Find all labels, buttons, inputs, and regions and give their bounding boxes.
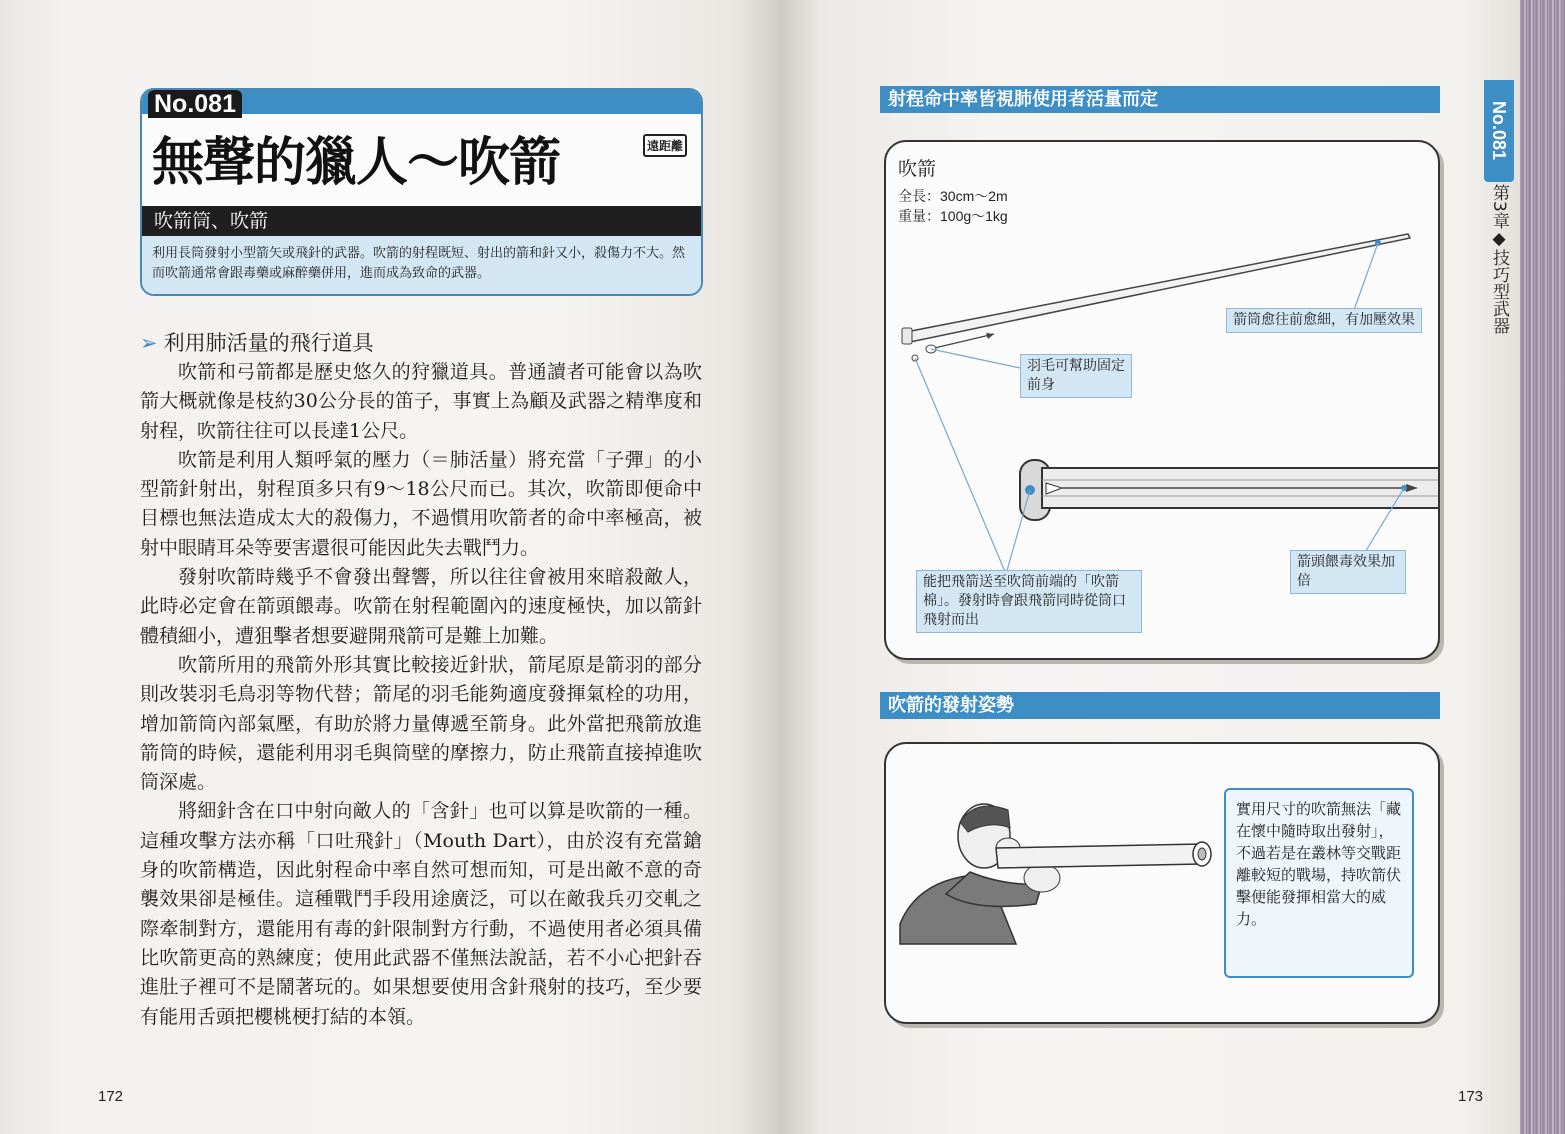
side-chapter-label: 第3章◆技巧型武器 [1489, 184, 1509, 334]
callout-poison: 箭頭餵毒效果加倍 [1290, 550, 1406, 594]
paragraph: 吹箭是利用人類呼氣的壓力（＝肺活量）將充當「子彈」的小型箭針射出，射程頂多只有9～18公尺而已。其次，吹箭即便命中目標也無法造成太大的殺傷力，不過慣用吹箭者的命中率極高，被射中眼睛耳朵等要害還很可能因此失去戰鬥力。 [140, 448, 702, 559]
paragraph: 發射吹箭時幾乎不會發出聲響，所以往往會被用來暗殺敵人，此時必定會在箭頭餵毒。吹箭在射程範圍內的速度極快，加以箭針體積細小，遭狙擊者想要避開飛箭可是難上加難。 [140, 566, 702, 647]
entry-number-tag: No.081 [148, 90, 242, 118]
posture-note: 實用尺寸的吹箭無法「藏在懷中隨時取出發射」，不過若是在叢林等交戰距離較短的戰場，持吹箭伏擊便能發揮相當大的威力。 [1224, 788, 1414, 978]
panel-title-posture: 吹箭的發射姿勢 [880, 692, 1440, 719]
entry-summary: 利用長筒發射小型箭矢或飛針的武器。吹箭的射程既短、射出的箭和針又小，殺傷力不大。然而吹箭通常會跟毒藥或麻醉藥併用，進而成為致命的武器。 [142, 236, 701, 296]
body-text [140, 358, 702, 1032]
callout-taper: 箭筒愈往前愈細，有加壓效果 [1226, 308, 1422, 333]
spec-weight: 重量：100g～1kg [898, 208, 1008, 224]
side-tab-entry-number: No.081 [1484, 80, 1514, 182]
entry-subtitle: 吹箭筒、吹箭 [142, 206, 701, 236]
page-number-right: 173 [1458, 1088, 1484, 1105]
paragraph: 將細針含在口中射向敵人的「含針」也可以算是吹箭的一種。這種攻擊方法亦稱「口吐飛針」（Mouth Dart），由於沒有充當鎗身的吹箭構造，因此射程命中率自然可想而知，可是出敵不意的奇襲效果卻是極佳。這種戰鬥手段用途廣泛，可以在敵我兵刃交軋之際牽制對方，還能用有毒的針限制對方行動，不過使用者必須具備比吹箭更高的熟練度；使用此武器不僅無法說話，若不小心把針吞進肚子裡可不是鬧著玩的。如果想要使用含針飛射的技巧，至少要有能用舌頭把櫻桃梗打結的本領。 [140, 800, 702, 1028]
section-heading [140, 327, 374, 357]
paragraph: 吹箭和弓箭都是歷史悠久的狩獵道具。普通讀者可能會以為吹箭大概就像是枝約30公分長的笛子，事實上為顧及武器之精準度和射程，吹箭往往可以長達1公尺。 [140, 361, 702, 442]
range-badge: 遠距離 [643, 134, 687, 157]
posture-panel [884, 742, 1440, 1024]
paragraph: 吹箭所用的飛箭外形其實比較接近針狀，箭尾原是箭羽的部分則改裝羽毛鳥羽等物代替；箭尾的羽毛能夠適度發揮氣栓的功用，增加箭筒內部氣壓，有助於將力量傳遞至箭身。此外當把飛箭放進箭筒的時候，還能利用羽毛與筒壁的摩擦力，防止飛箭直接掉進吹筒深處。 [140, 653, 702, 794]
panel-title-range: 射程命中率皆視肺使用者活量而定 [880, 86, 1440, 113]
spec-length: 全長：30cm～2m [898, 188, 1008, 204]
callout-cotton: 能把飛箭送至吹筒前端的「吹箭棉」。發射時會跟飛箭同時從筒口飛射而出 [916, 570, 1142, 633]
entry-title: 無聲的獵人～吹箭 [152, 133, 561, 193]
page-edges [1520, 0, 1565, 1134]
arrow-right-icon: ➢ [140, 331, 158, 355]
callout-feather: 羽毛可幫助固定前身 [1020, 354, 1132, 398]
spec-name: 吹箭 [898, 158, 937, 180]
section-heading-text: 利用肺活量的飛行道具 [163, 331, 374, 355]
blowgun-diagram-panel [884, 140, 1440, 660]
entry-header-box [140, 88, 703, 296]
page-number-left: 172 [98, 1088, 124, 1105]
